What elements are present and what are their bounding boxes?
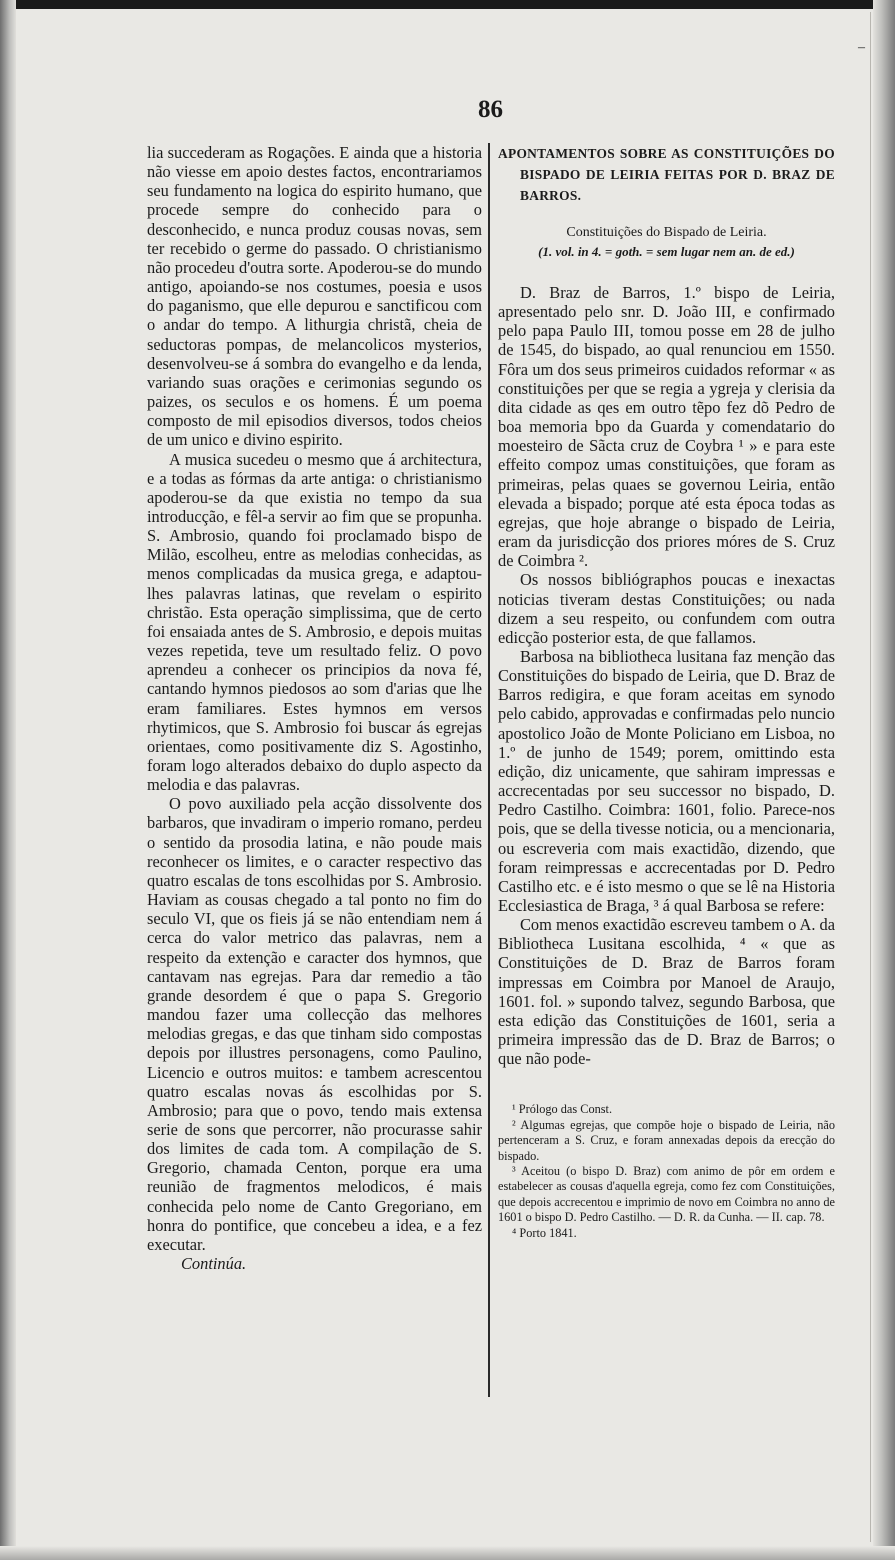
scan-right-edge — [873, 0, 895, 1560]
article-heading: APONTAMENTOS SOBRE AS CONSTITUIÇÕES DO BISPADO DE LEIRIA FEITAS POR D. BRAZ DE BARROS. — [498, 146, 835, 203]
source-title: Constituições do Bispado de Leiria. — [566, 225, 767, 240]
scan-top-border — [0, 0, 895, 9]
right-paragraph-1: D. Braz de Barros, 1.º bispo de Leiria, apresentado pelo snr. D. João III, e confirmado pelo papa Paulo III, tomou posse em 28 de julho de 1545, do bispado, ao qual renunciou em 1550. Fôra um dos seus primeiros cuidados reformar « as constituições per que se regia a ygreja y clerisia da dita cidade as qes em outro tẽpo fez dõ Pedro de boa memoria bpo da Guarda y comendatario do moesteiro de Sãcta cruz de Coybra ¹ » e para este effeito compoz umas constituições, que foram as primeiras, pelas quaes se governou Leiria, então elevada a bispado; porque até esta época todas as egrejas, que hoje abrange o bispado de Leiria, eram da jurisdicção dos priores móres de S. Cruz de Coimbra ². — [498, 283, 835, 571]
left-paragraph-1: lia succederam as Rogações. E ainda que a historia não viesse em apoio destes factos, encontrariamos seu fundamento na logica do espirito humano, que procede sempre do conhecido para o desconhecido, e nunca produz cousas novas, sem ter recebido o germe do passado. O christianismo não procedeu d'outra sorte. Apoderou-se do mundo antigo, apoiando-se nos costumes, poesia e usos do paganismo, que elle depurou e sanctificou com o andar do tempo. A lithurgia christã, cheia de seductoras pompas, de melancolicos mysterios, desenvolveu-se á sombra do evangelho e da lenda, variando suas orações e cerimonias segundo os paizes, os seculos e os homens. É um poema composto de mil episodios diversos, todos cheios de um unico e divino espirito. — [147, 143, 482, 450]
scan-fold-line — [870, 12, 871, 1542]
left-paragraph-3: O povo auxiliado pela acção dissolvente dos barbaros, que invadiram o imperio romano, perdeu o sentido da prosodia latina, e não poude mais reconhecer os limites, e o caracter respectivo das quatro escalas de tons escolhidas por S. Ambrosio. Haviam as cousas chegado a tal ponto no fim do seculo VI, que os fieis já se não entendiam nem á cerca do valor metrico das palavras, nem a respeito da extenção e caracter dos hymnos, que cantavam nas egrejas. Para dar remedio a tão grande desordem é que o papa S. Gregorio mandou fazer uma collecção das melhores melodias gregas, e das que tinham sido compostas depois por illustres personagens, como Paulino, Licencio e outros muitos: e tambem acrescentou quatro escalas novas ás escolhidas por S. Ambrosio; para que o povo, tendo mais extensa serie de sons que percorrer, não procurasse sahir dos limites de cada tom. A compilação de S. Gregorio, chamada Centon, porque era uma reunião de fragmentos melodicos, é mais conhecida pelo nome de Canto Gregoriano, em honra do pontifice, que concebeu a idea, e a fez executar. — [147, 794, 482, 1254]
right-paragraph-3: Barbosa na bibliotheca lusitana faz menção das Constituições do bispado de Leiria, que D. Braz de Barros redigira, e que foram aceitas em synodo pelo cabido, approvadas e confirmadas pelo nuncio apostolico João de Monte Policiano em Lisboa, no 1.º de junho de 1549; porem, omittindo esta edição, diz unicamente, que sahiram impressas e accrecentadas por seu successor no bispado, D. Pedro Castilho. Coimbra: 1601, folio. Parece-nos pois, que se della tivesse noticia, ou a mencionaria, ou escreveria com mais exactidão, dizendo, que foram reimpressas e accrecentadas por D. Pedro Castilho etc. e é isto mesmo o que se lê na Historia Ecclesiastica de Braga, ³ á qual Barbosa se refere: — [498, 646, 835, 915]
right-column — [498, 143, 835, 1241]
column-divider — [488, 143, 490, 1397]
continued-note: Continúa. — [181, 1254, 247, 1274]
footnote-3: ³ Aceitou (o bispo D. Braz) com animo de pôr em ordem e estabelecer as cousas d'aquella egreja, como fez com Constituições, que depois accrecentou e imprimio de novo em Coimbra no anno de 1601 o bispo D. Pedro Castilho. — D. R. da Cunha. — II. cap. 78. — [498, 1164, 835, 1225]
left-paragraph-2: A musica sucedeu o mesmo que á architectura, e a todas as fórmas da arte antiga: o christianismo apoderou-se da que existia no tempo da sua introducção, e fêl-a servir ao fim que se propunha. S. Ambrosio, quando foi proclamado bispo de Milão, escolheu, entre as melodias conhecidas, as menos complicadas da musica grega, e adaptou-lhes palavras latinas, que revelam o espirito christão. Esta operação simplissima, que de certo foi ensaiada antes de S. Ambrosio, e depois muitas vezes repetida, teve um resultado feliz. O povo aprendeu a conhecer os principios da nova fé, cantando hymnos piedosos ao som d'arias que lhe eram familiares. Estes hymnos em versos rhytimicos, que S. Ambrosio foi buscar ás egrejas orientaes, como positivamente diz S. Agostinho, foram logo alterados debaixo do duplo aspecto da melodia e das palavras. — [147, 449, 482, 795]
scan-bottom-edge — [0, 1546, 895, 1560]
left-column — [147, 143, 482, 1273]
footnote-1: ¹ Prólogo das Const. — [512, 1102, 613, 1117]
page-number: 86 — [478, 96, 503, 123]
scan-left-edge — [0, 0, 16, 1560]
footnotes — [498, 1102, 835, 1241]
footnote-4: ⁴ Porto 1841. — [512, 1225, 577, 1240]
corner-mark: – — [858, 40, 865, 55]
source-note: (1. vol. in 4. = goth. = sem lugar nem an. de ed.) — [538, 244, 795, 259]
right-paragraph-4: Com menos exactidão escreveu tambem o A. da Bibliotheca Lusitana escolhida, ⁴ « que as Constituições de D. Braz de Barros foram impressas em Coimbra por Manoel de Araujo, 1601. fol. » supondo talvez, segundo Barbosa, que esta edição das Constituições de 1601, seria a primeira impressão das de D. Braz de Barros; o que não pode- — [498, 915, 835, 1069]
right-paragraph-2: Os nossos bibliógraphos poucas e inexactas noticias tiveram destas Constituições; ou nada dizem a seu respeito, ou confundem com outra edicção posterior esta, de que fallamos. — [498, 570, 835, 647]
footnote-2: ² Algumas egrejas, que compõe hoje o bispado de Leiria, não pertenceram a S. Cruz, e foram annexadas depois da erecção do bispado. — [498, 1117, 835, 1163]
